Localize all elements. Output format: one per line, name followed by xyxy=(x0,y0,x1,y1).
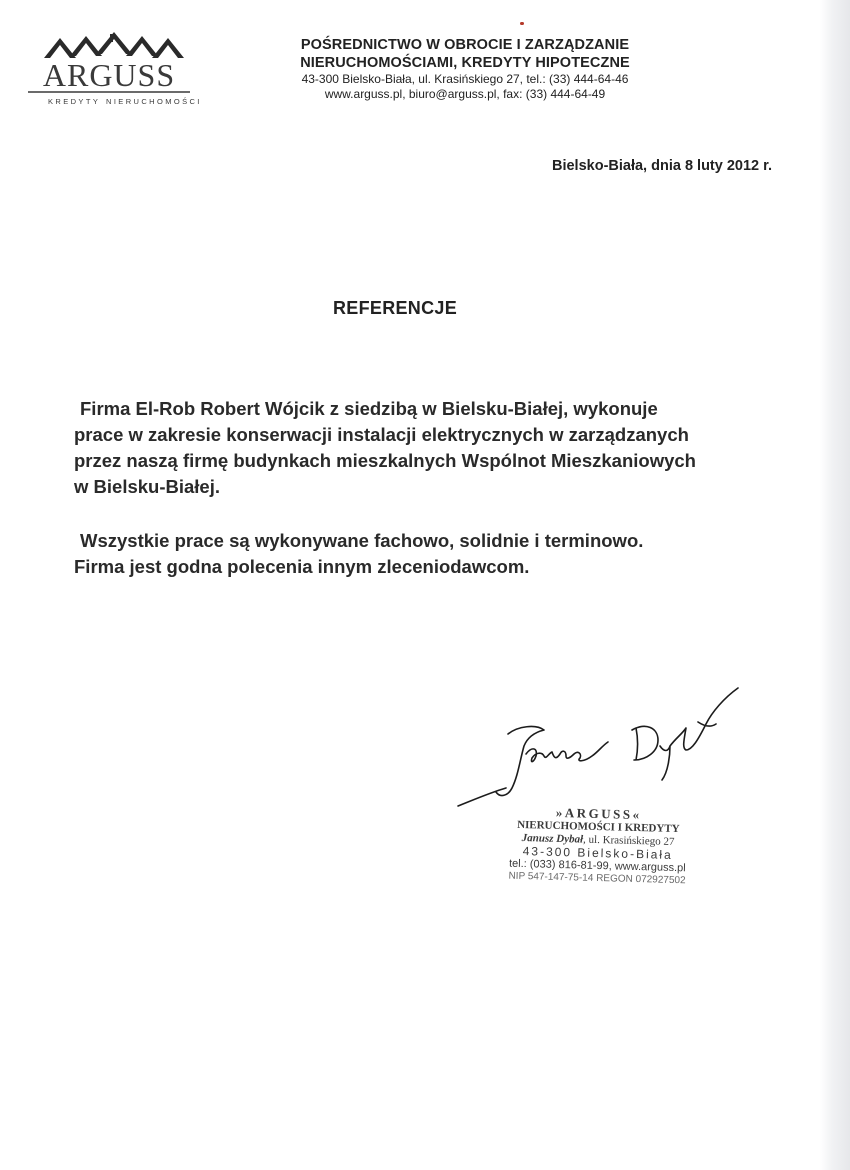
page-edge-shadow xyxy=(820,0,850,1170)
paragraph-line: Wszystkie prace są wykonywane fachowo, solidnie i terminowo. xyxy=(80,530,644,551)
roof-icon xyxy=(126,36,158,56)
paragraph-line: przez naszą firmę budynkach mieszkalnych Wspólnot Mieszkaniowych xyxy=(74,450,696,471)
stamp-subtitle: NIERUCHOMOŚCI I KREDYTY xyxy=(516,818,680,836)
arguss-logo xyxy=(26,30,202,108)
letterhead-line2: NIERUCHOMOŚCIAMI, KREDYTY HIPOTECZNE xyxy=(300,55,630,71)
stamp-street: , ul. Krasińskiego 27 xyxy=(582,833,675,848)
paragraph xyxy=(74,396,794,500)
ink-speck xyxy=(520,22,524,25)
roof-icon xyxy=(96,32,132,54)
handwritten-signature xyxy=(448,676,778,816)
stamp-ids: NIP 547-147-75-14 REGON 072927502 xyxy=(508,870,686,887)
company-stamp xyxy=(482,803,714,888)
stamp-owner: Janusz Dybał xyxy=(521,832,584,846)
logo-wordmark: ARGUSS xyxy=(42,57,176,93)
letterhead-line1: POŚREDNICTWO W OBROCIE I ZARZĄDZANIE xyxy=(300,37,630,53)
logo-subtitle-right: NIERUCHOMOŚCI xyxy=(106,97,202,106)
stamp-company-name: »ARGUSS« xyxy=(555,804,642,823)
logo-subtitle-left: KREDYTY xyxy=(48,97,101,106)
letter-body xyxy=(74,396,794,608)
stamp-phone: tel.: (033) 816-81-99, www.arguss.pl xyxy=(508,857,686,875)
document-title: REFERENCJE xyxy=(332,298,458,318)
signature-icon xyxy=(448,676,778,816)
letterhead-address: 43-300 Bielsko-Biała, ul. Krasińskiego 27, tel.: (33) 444-64-46 xyxy=(301,72,629,86)
stamp-city: 43-300 Bielsko-Biała xyxy=(522,844,673,862)
letterhead-contact: www.arguss.pl, biuro@arguss.pl, fax: (33) 444-64-49 xyxy=(324,87,606,101)
paragraph xyxy=(74,528,794,580)
paragraph-line: w Bielsku-Białej. xyxy=(74,476,220,497)
letterhead xyxy=(250,36,680,102)
letter-date: Bielsko-Biała, dnia 8 luty 2012 r. xyxy=(551,158,772,174)
roof-icon xyxy=(152,38,184,58)
chimney-icon xyxy=(110,34,113,42)
paragraph-line: prace w zakresie konserwacji instalacji elektrycznych w zarządzanych xyxy=(74,424,689,445)
arguss-logo-graphic xyxy=(26,30,202,108)
paragraph-line: Firma El-Rob Robert Wójcik z siedzibą w Bielsku-Białej, wykonuje xyxy=(80,398,658,419)
paragraph-line: Firma jest godna polecenia innym zleceniodawcom. xyxy=(74,556,530,577)
